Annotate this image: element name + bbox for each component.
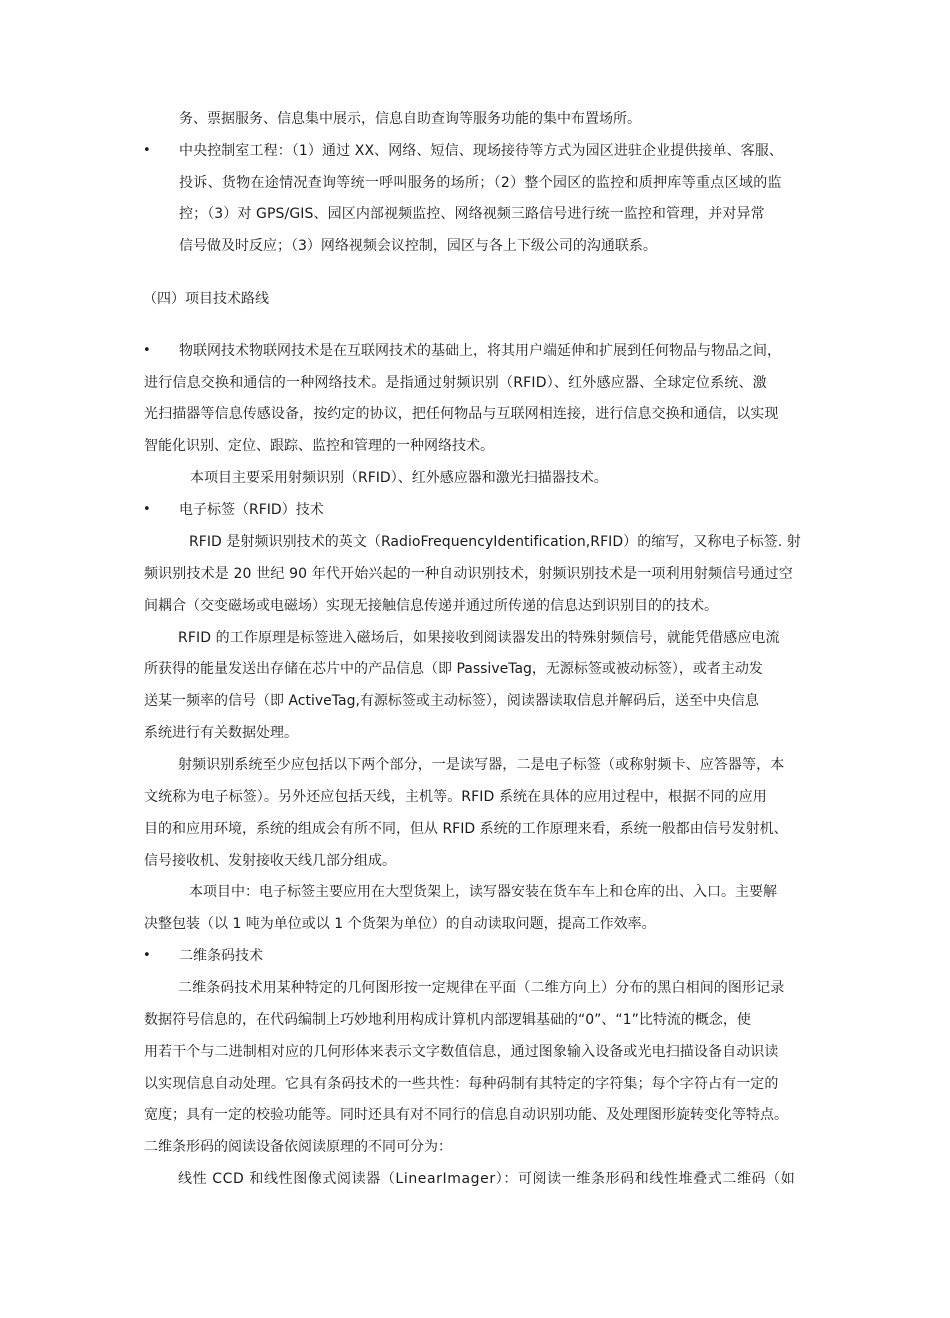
- text-line: 目的和应用环境，系统的组成会有所不同，但从 RFID 系统的工作原理来看，系统一般都由信号发射机、: [144, 821, 788, 837]
- text-line: 射频识别系统至少应包括以下两个部分，一是读写器，二是电子标签（或称射频卡、应答器等，本: [178, 757, 785, 773]
- text-line: 信号做及时反应；（3）网络视频会议控制，园区与各上下级公司的沟通联系。: [179, 238, 657, 254]
- text-line: 决整包装（以 1 吨为单位或以 1 个货架为单位）的自动读取问题，提高工作效率。: [144, 916, 656, 932]
- bullet-marker: •: [143, 143, 151, 158]
- text-line: 控；（3）对 GPS/GIS、园区内部视频监控、网络视频三路信号进行统一监控和管理，并对异常: [179, 206, 765, 222]
- text-line: 光扫描器等信息传感设备，按约定的协议，把任何物品与互联网相连接，进行信息交换和通信，以实现: [144, 406, 779, 422]
- text-line: 二维条码技术用某种特定的几何图形按一定规律在平面（二维方向上）分布的黑白相间的图形记录: [178, 980, 785, 996]
- text-line: 以实现信息自动处理。它具有条码技术的一些共性：每种码制有其特定的字符集；每个字符占有一定的: [144, 1076, 779, 1092]
- text-line: 数据符号信息的，在代码编制上巧妙地利用构成计算机内部逻辑基础的“0”、“1”比特流的概念，使: [144, 1012, 751, 1028]
- text-line: 系统进行有关数据处理。: [144, 725, 298, 741]
- text-line: RFID 是射频识别技术的英文（RadioFrequencyIdentification,RFID）的缩写，又称电子标签. 射: [189, 534, 801, 550]
- text-line: 务、票据服务、信息集中展示，信息自助查询等服务功能的集中布置场所。: [179, 111, 641, 127]
- text-line: 中央控制室工程：（1）通过 XX、网络、短信、现场接待等方式为园区进驻企业提供接单、客服、: [179, 143, 784, 159]
- text-line: 本项目主要采用射频识别（RFID）、红外感应器和激光扫描器技术。: [190, 470, 608, 486]
- text-line: 物联网技术物联网技术是在互联网技术的基础上，将其用户端延伸和扩展到任何物品与物品之间，: [179, 343, 781, 359]
- text-line: 宽度；具有一定的校验功能等。同时还具有对不同行的信息自动识别功能、及处理图形旋转变化等特点。: [144, 1107, 788, 1123]
- bullet-heading: 电子标签（RFID）技术: [179, 502, 324, 518]
- bullet-marker: •: [143, 502, 151, 517]
- bullet-marker: •: [143, 343, 151, 358]
- text-line: 进行信息交换和通信的一种网络技术。是指通过射频识别（RFID）、红外感应器、全球定位系统、激: [144, 375, 767, 391]
- text-line: 送某一频率的信号（即 ActiveTag,有源标签或主动标签），阅读器读取信息并解码后，送至中央信息: [144, 693, 759, 709]
- text-line: 线性 CCD 和线性图像式阅读器（LinearImager）：可阅读一维条形码和线性堆叠式二维码（如: [178, 1171, 796, 1187]
- text-line: 频识别技术是 20 世纪 90 年代开始兴起的一种自动识别技术，射频识别技术是一项利用射频信号通过空: [144, 566, 793, 582]
- text-line: 所获得的能量发送出存储在芯片中的产品信息（即 PassiveTag，无源标签或被动标签），或者主动发: [144, 661, 763, 677]
- text-line: 文统称为电子标签）。另外还应包括天线，主机等。RFID 系统在具体的应用过程中，根据不同的应用: [144, 789, 767, 805]
- text-line: 间耦合（交变磁场或电磁场）实现无接触信息传递并通过所传递的信息达到识别目的的技术。: [144, 598, 718, 614]
- section-heading: （四）项目技术路线: [143, 291, 269, 307]
- text-line: 本项目中：电子标签主要应用在大型货架上，读写器安装在货车车上和仓库的出、入口。主要解: [189, 884, 777, 900]
- bullet-marker: •: [143, 948, 151, 963]
- text-line: 二维条形码的阅读设备依阅读原理的不同可分为：: [144, 1139, 452, 1155]
- bullet-heading: 二维条码技术: [179, 948, 263, 964]
- text-line: RFID 的工作原理是标签进入磁场后，如果接收到阅读器发出的特殊射频信号，就能凭借感应电流: [178, 630, 780, 646]
- text-line: 投诉、货物在途情况查询等统一呼叫服务的场所；（2）整个园区的监控和质押库等重点区域的监: [179, 175, 782, 191]
- text-line: 智能化识别、定位、跟踪、监控和管理的一种网络技术。: [144, 438, 494, 454]
- text-line: 用若干个与二进制相对应的几何形体来表示文字数值信息，通过图象输入设备或光电扫描设备自动识读: [144, 1044, 779, 1060]
- text-line: 信号接收机、发射接收天线几部分组成。: [144, 853, 396, 869]
